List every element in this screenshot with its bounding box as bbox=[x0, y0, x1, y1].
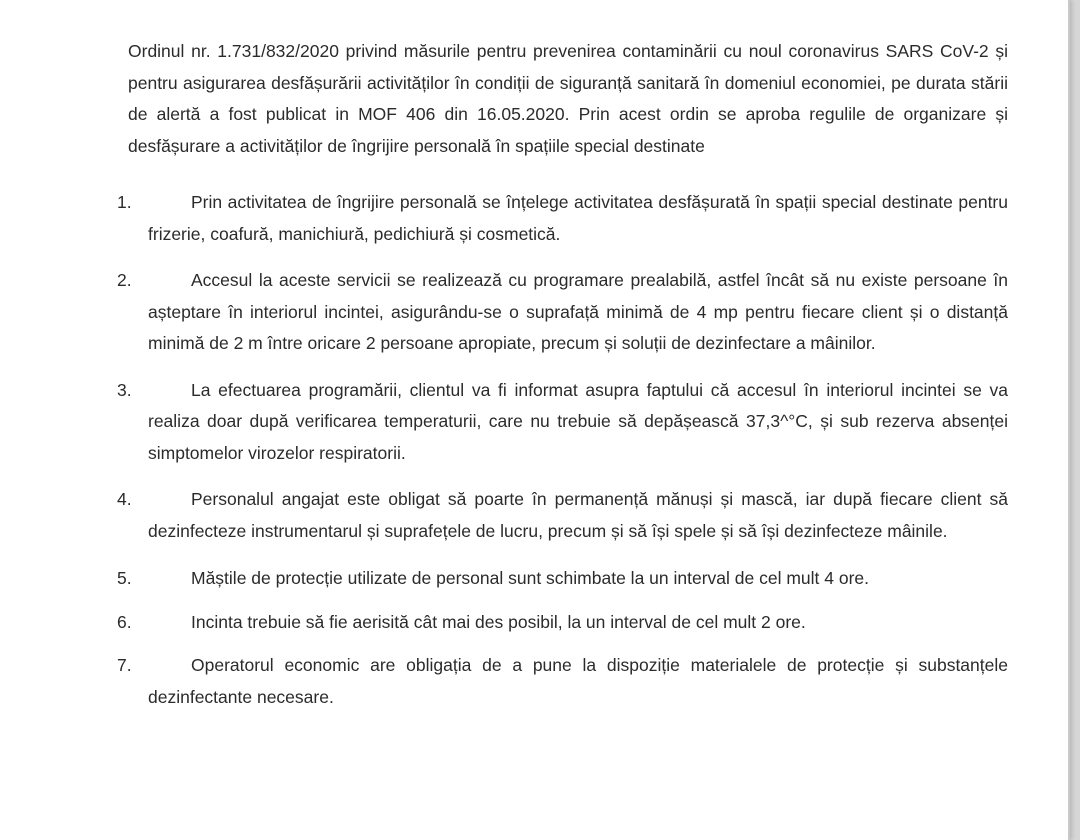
list-item-text: Incinta trebuie să fie aerisită cât mai des posibil, la un interval de cel mult 2 ore. bbox=[191, 611, 806, 632]
intro-paragraph: Ordinul nr. 1.731/832/2020 privind măsurile pentru prevenirea contaminării cu noul coronavirus SARS CoV-2 și pentru asigurarea desfășurării activităților în condiții de siguranță sanitară în domeniul economiei, pe durata stării de alertă a fost publicat in MOF 406 din 16.05.2020. Prin acest ordin se aproba regulile de organizare și desfășurare a activităților de îngrijire personală în spațiile special destinate bbox=[128, 41, 1008, 156]
list-item-number: 3. bbox=[117, 379, 132, 400]
list-item-text: Personalul angajat este obligat să poarte în permanență mănuși și mască, iar după fiecare client să dezinfecteze instrumentarul și suprafețele de lucru, precum și să își spele și să își dezinfecteze mâinile. bbox=[148, 489, 1008, 541]
list-item bbox=[117, 187, 1008, 250]
list-item-number: 2. bbox=[117, 270, 132, 290]
list-item bbox=[117, 650, 1008, 713]
document-body bbox=[117, 36, 1008, 713]
list-item-number: 1. bbox=[117, 192, 132, 212]
rules-list bbox=[117, 187, 1008, 713]
list-item bbox=[117, 265, 1008, 360]
list-item bbox=[117, 375, 1008, 470]
list-item bbox=[117, 484, 1008, 547]
list-item-text: La efectuarea programării, clientul va fi informat asupra faptului că accesul în interiorul incintei se va realiza doar după verificarea temperaturii, care nu trebuie să depășească 37,3^°C, și sub rezerva absenței simptomelor virozelor respiratorii. bbox=[148, 379, 1008, 463]
list-item-number: 5. bbox=[117, 568, 132, 588]
list-item-text: Accesul la aceste servicii se realizează cu programare prealabilă, astfel încât să nu existe persoane în așteptare în interiorul incintei, asigurându-se o suprafață minimă de 4 mp pentru fiecare client și o distanță minimă de 2 m între oricare 2 persoane apropiate, precum și soluții de dezinfectare a mâinilor. bbox=[148, 270, 1008, 353]
list-item bbox=[117, 607, 1008, 639]
list-item bbox=[117, 563, 1008, 595]
list-item-text: Operatorul economic are obligația de a pune la dispoziție materialele de protecție și substanțele dezinfectante necesare. bbox=[148, 655, 1008, 707]
list-item-number: 6. bbox=[117, 611, 132, 632]
list-item-text: Măștile de protecție utilizate de personal sunt schimbate la un interval de cel mult 4 ore. bbox=[191, 568, 869, 588]
list-item-number: 7. bbox=[117, 655, 132, 675]
list-item-number: 4. bbox=[117, 489, 132, 509]
list-item-text: Prin activitatea de îngrijire personală se înțelege activitatea desfășurată în spații special destinate pentru frizerie, coafură, manichiură, pedichiură și cosmetică. bbox=[148, 192, 1008, 244]
